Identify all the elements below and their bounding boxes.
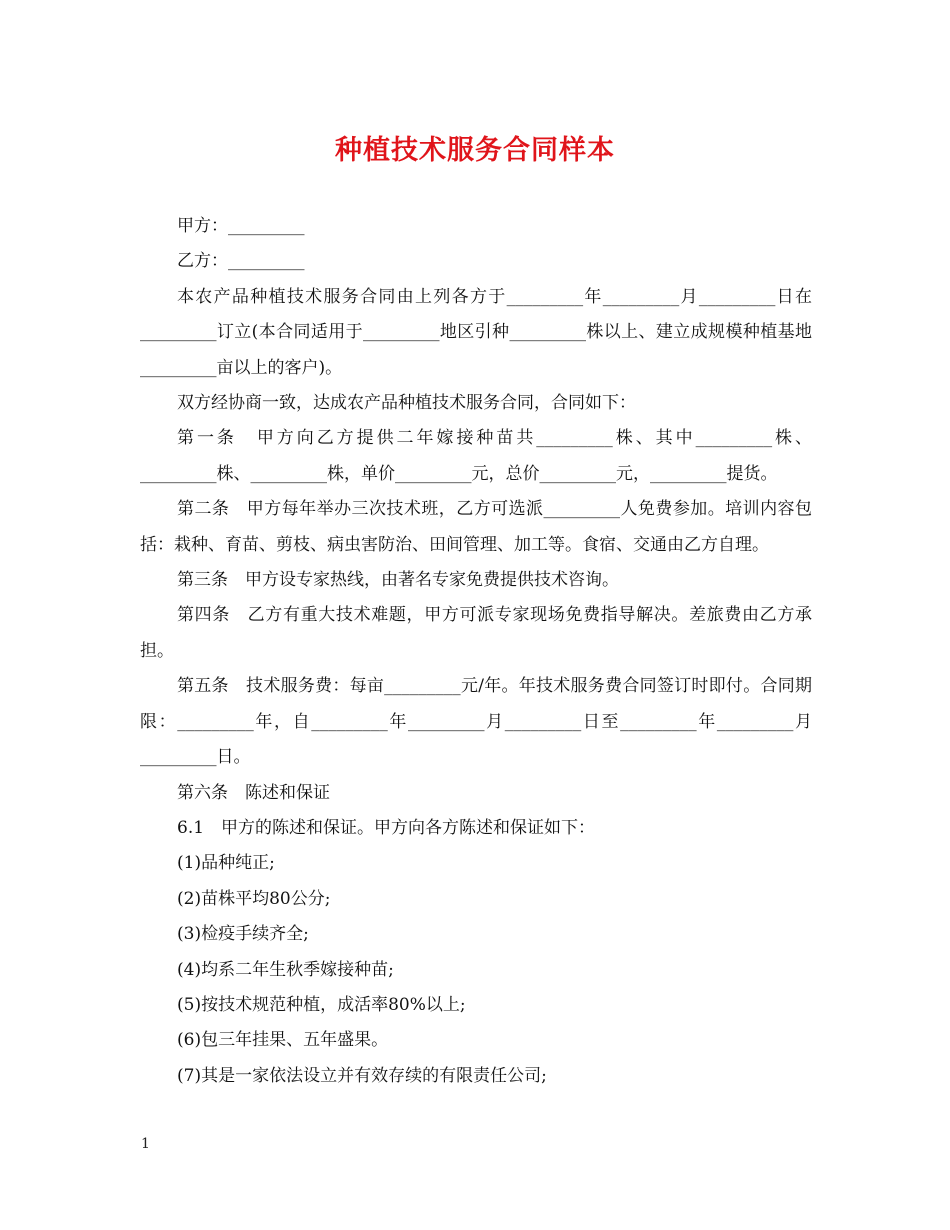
list-item: (2)苗株平均80公分;	[177, 888, 331, 909]
list-item: (5)按技术规范种植，成活率80%以上;	[177, 994, 466, 1015]
list-item: (6)包三年挂果、五年盛果。	[177, 1030, 389, 1051]
list-item: (4)均系二年生秋季嫁接种苗;	[177, 959, 394, 980]
section-6-1: 6.1 甲方的陈述和保证。甲方向各方陈述和保证如下：	[177, 817, 596, 838]
article-1: 第一条 甲方向乙方提供二年嫁接种苗共_________株、其中_________株、_________株、_________株，单价_________元，总价_________元，_________提货。	[140, 428, 812, 484]
list-item: (3)检疫手续齐全;	[177, 924, 309, 945]
article-6-heading: 第六条 陈述和保证	[177, 782, 330, 803]
list-item: (7)其是一家依法设立并有效存续的有限责任公司;	[177, 1065, 547, 1086]
page-number: 1	[141, 1136, 150, 1152]
document-title: 种植技术服务合同样本	[335, 135, 615, 166]
list-item: (1)品种纯正;	[177, 853, 275, 874]
party-b-line: 乙方：_________	[177, 251, 305, 272]
document-body	[140, 209, 812, 1094]
agreement-paragraph: 双方经协商一致，达成农产品种植技术服务合同，合同如下：	[177, 393, 636, 414]
article-2: 第二条 甲方每年举办三次技术班，乙方可选派_________人免费参加。培训内容包括：栽种、育苗、剪枝、病虫害防治、田间管理、加工等。食宿、交通由乙方自理。	[140, 499, 812, 555]
article-3: 第三条 甲方设专家热线，由著名专家免费提供技术咨询。	[177, 570, 619, 591]
article-5: 第五条 技术服务费：每亩_________元/年。年技术服务费合同签订时即付。合同期限：_________年，自_________年_________月_________日至_________年_________月_________日。	[140, 676, 812, 768]
intro-paragraph: 本农产品种植技术服务合同由上列各方于_________年_________月_________日在_________订立(本合同适用于_________地区引种_________株以上、建立成规模种植基地_________亩以上的客户)。	[140, 286, 812, 378]
party-a-line: 甲方：_________	[177, 216, 305, 236]
article-4: 第四条 乙方有重大技术难题，甲方可派专家现场免费指导解决。差旅费由乙方承担。	[140, 605, 812, 661]
